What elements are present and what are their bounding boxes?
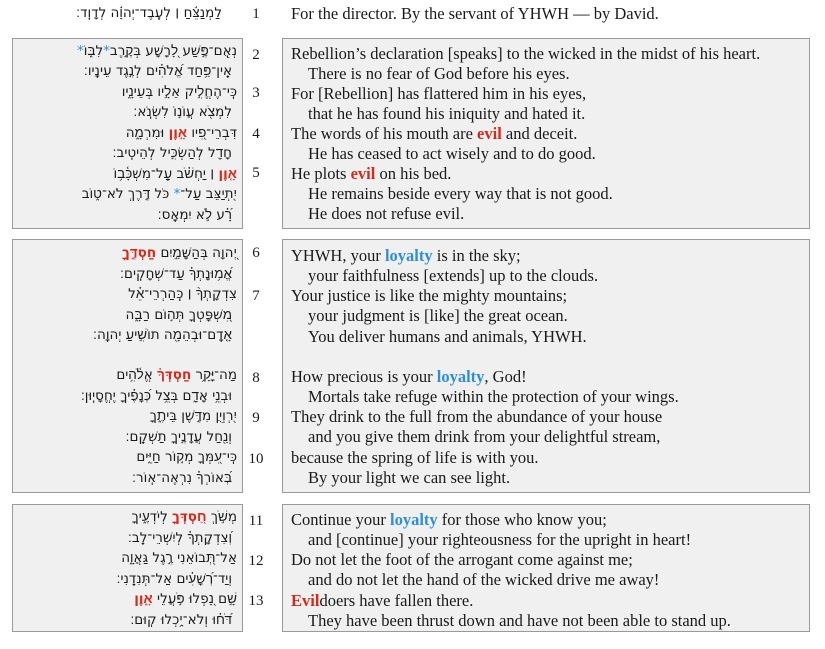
- hebrew-line: וְ֝צִדְקָתְךָ֗ לְיִשְׁרֵי־לֵֽב׃: [127, 530, 232, 546]
- verse-number: 1: [252, 6, 260, 22]
- hebrew-line: יִ֭רְוְיֻן מִדֶּ֣שֶׁן בֵּיתֶ֑ךָ: [149, 408, 237, 424]
- english-line: He does not refuse evil.: [308, 204, 465, 223]
- english-line: He has ceased to act wisely and to do good.: [308, 144, 596, 163]
- verse-number: 11: [248, 513, 264, 529]
- english-line: You deliver humans and animals, YHWH.: [308, 327, 587, 346]
- hebrew-line: לִמְצֹ֖א עֲוֺנ֣וֹ לִשְׂנֹֽא׃: [133, 104, 232, 120]
- textual-note-marker[interactable]: *: [103, 43, 110, 59]
- english-line: your faithfulness [extends] up to the clouds.: [308, 266, 599, 285]
- hebrew-line: מִ֭שְׁפָּטְךָ תְּה֣וֹם רַבָּ֑ה: [125, 307, 232, 323]
- highlight-evil: אָ֑וֶן: [134, 591, 153, 607]
- verse-number: 7: [252, 288, 260, 304]
- verse-number: 9: [252, 410, 260, 426]
- highlight-evil: אָ֤וֶן: [218, 166, 237, 182]
- highlight-loyalty: loyalty: [390, 510, 438, 529]
- english-line: Your justice is like the mighty mountains;: [291, 286, 568, 305]
- hebrew-line: וּבְנֵ֥י אָדָ֑ם בְּצֵ֥ל כְּ֝נָפֶ֗יךָ יֶחֱסָיֽוּן׃: [80, 388, 232, 404]
- hebrew-line: דִּבְרֵי־פִ֭יו אָ֣וֶן וּמִרְמָ֑ה: [125, 125, 237, 141]
- textual-note-marker[interactable]: *: [76, 43, 84, 59]
- highlight-loyalty: loyalty: [436, 367, 485, 386]
- english-line: Continue your loyalty for those who know you;: [291, 510, 607, 529]
- highlight-loyalty: חַ֭סְדְּךָ: [172, 509, 207, 525]
- hebrew-line: אַל־תְּ֭בוֹאֵנִי רֶ֣גֶל גַּאֲוָ֑ה: [121, 550, 237, 566]
- highlight-evil: evil: [350, 164, 376, 183]
- highlight-loyalty: loyalty: [384, 246, 433, 265]
- hebrew-line: יִ֭תְיַצֵּב עַל־* כֹּל דֶּ֣רֶךְ לֹא־ט֑וֹב: [81, 186, 237, 202]
- highlight-loyalty: חַסְדְּךָ֗: [157, 367, 192, 383]
- english-line: He remains beside every way that is not good.: [308, 184, 613, 203]
- english-line: Mortals take refuge within the protection of your wings.: [308, 387, 679, 406]
- verse-number: 3: [252, 85, 260, 101]
- english-line: They drink to the full from the abundance of your house: [291, 407, 663, 426]
- verse-number: 8: [252, 370, 260, 386]
- verse-number: 13: [248, 593, 264, 609]
- english-line: How precious is your loyalty, God!: [291, 367, 527, 386]
- hebrew-line: שָׁ֣ם נָ֭פְלוּ פֹּ֣עֲלֵי אָ֑וֶן: [134, 591, 237, 607]
- english-line: your judgment is [like] the great ocean.: [308, 306, 568, 325]
- english-line: and do not let the hand of the wicked drive me away!: [308, 570, 660, 589]
- english-line: He plots evil on his bed.: [291, 164, 452, 183]
- hebrew-line: אֵֽין־פַּ֥חַד אֱ֝לֹהִ֗ים לְנֶ֣גֶד עֵינָֽיו׃: [83, 63, 232, 79]
- hebrew-line: אָ֤דָֽם־וּבְהֵמָ֖ה תוֹשִׁ֣יעַ יְהוָֽה׃: [93, 327, 232, 343]
- verse-number: 6: [252, 245, 260, 261]
- english-line: Do not let the foot of the arrogant come against me;: [291, 550, 633, 569]
- hebrew-line: אָ֤וֶן ׀ יַחְשֹׁ֗ב עַֽל־מִשְׁכָּ֫ב֥וֹ: [113, 166, 237, 182]
- english-line: YHWH, your loyalty is in the sky;: [291, 246, 521, 265]
- hebrew-line: אֱ֝מ֥וּנָתְךָ֗ עַד־שְׁחָקִֽים׃: [120, 266, 232, 282]
- superscription-hebrew: לַמְנַצֵּ֬חַ ׀ לְעֶֽבֶד־יְהוָ֬ה לְדָוִֽד׃: [76, 5, 222, 21]
- verse-number: 12: [248, 553, 264, 569]
- verse-number: 2: [252, 47, 260, 63]
- superscription-english: For the director. By the servant of YHWH — by David.: [291, 4, 659, 23]
- hebrew-line: נְאֻֽם־פֶּ֣שַׁע לָ֭רָשָׁע בְּקֶ֣רֶב*לִבּ֑וֹ*: [76, 43, 237, 59]
- english-line: and [continue] your righteousness for the upright in heart!: [308, 530, 692, 549]
- hebrew-line: חָדַ֖ל לְהַשְׂכִּ֣יל לְהֵיטִֽיב׃: [112, 145, 232, 161]
- english-line: By your light we can see light.: [308, 468, 511, 487]
- highlight-evil: evil: [477, 124, 502, 143]
- hebrew-line: וְיַד־רְ֝שָׁעִ֗ים אַל־תְּנִדֵֽנִי׃: [116, 571, 232, 587]
- verse-number: 5: [252, 165, 260, 181]
- verse-number: 10: [248, 451, 264, 467]
- english-line: because the spring of life is with you.: [291, 448, 539, 467]
- hebrew-line: יְ֭הוָה בְּהַשָּׁמַ֣יִם חַסְדֶּ֑ךָ: [122, 245, 237, 261]
- hebrew-line: צִדְקָתְךָ֨ ׀ כְּֽהַרְרֵי־אֵ֗ל: [128, 286, 237, 302]
- english-line: There is no fear of God before his eyes.: [308, 64, 570, 83]
- hebrew-line: מַה־יָּקָ֥ר חַסְדְּךָ֗ אֱלֹ֫הִ֥ים: [116, 367, 237, 383]
- english-line: that he has found his iniquity and hated it.: [308, 104, 586, 123]
- hebrew-line: כִּֽי־הֶחֱלִ֣יק אֵלָ֣יו בְּעֵינָ֑יו: [121, 84, 237, 100]
- hebrew-line: וְנַ֖חַל עֲדָנֶ֣יךָ תַשְׁקֵֽם׃: [125, 429, 232, 445]
- highlight-evil: אָ֣וֶן: [168, 125, 188, 141]
- english-line: For [Rebellion] has flattered him in his eyes,: [291, 84, 587, 103]
- highlight-evil: Evil: [291, 591, 320, 610]
- hebrew-line: בְּ֝אוֹרְךָ֗ נִרְאֶה־אֽוֹר׃: [132, 470, 232, 486]
- english-line: They have been thrust down and have not been able to stand up.: [308, 611, 731, 630]
- textual-note-marker[interactable]: *: [173, 186, 181, 202]
- verse-number: 4: [252, 126, 260, 142]
- english-line: Evildoers have fallen there.: [291, 591, 474, 610]
- english-line: The words of his mouth are evil and deceit.: [291, 124, 578, 143]
- english-line: and you give them drink from your delightful stream,: [308, 427, 661, 446]
- highlight-loyalty: חַסְדֶּ֑ךָ: [122, 245, 157, 261]
- english-line: Rebellion’s declaration [speaks] to the wicked in the midst of his heart.: [291, 44, 761, 63]
- hebrew-line: כִּֽי־עִ֭מְּךָ מְק֣וֹר חַיִּ֑ים: [136, 449, 237, 465]
- hebrew-line: דֹּ֝ח֗וּ וְלֹא־יָ֥כְלוּ קֽוּם׃: [130, 612, 232, 628]
- hebrew-line: רָ֝֗ע לֹ֣א יִמְאָֽס׃: [157, 207, 232, 223]
- hebrew-line: מְשֹׁ֣ךְ חַ֭סְדְּךָ לְיֹדְעֶ֑יךָ: [131, 509, 237, 525]
